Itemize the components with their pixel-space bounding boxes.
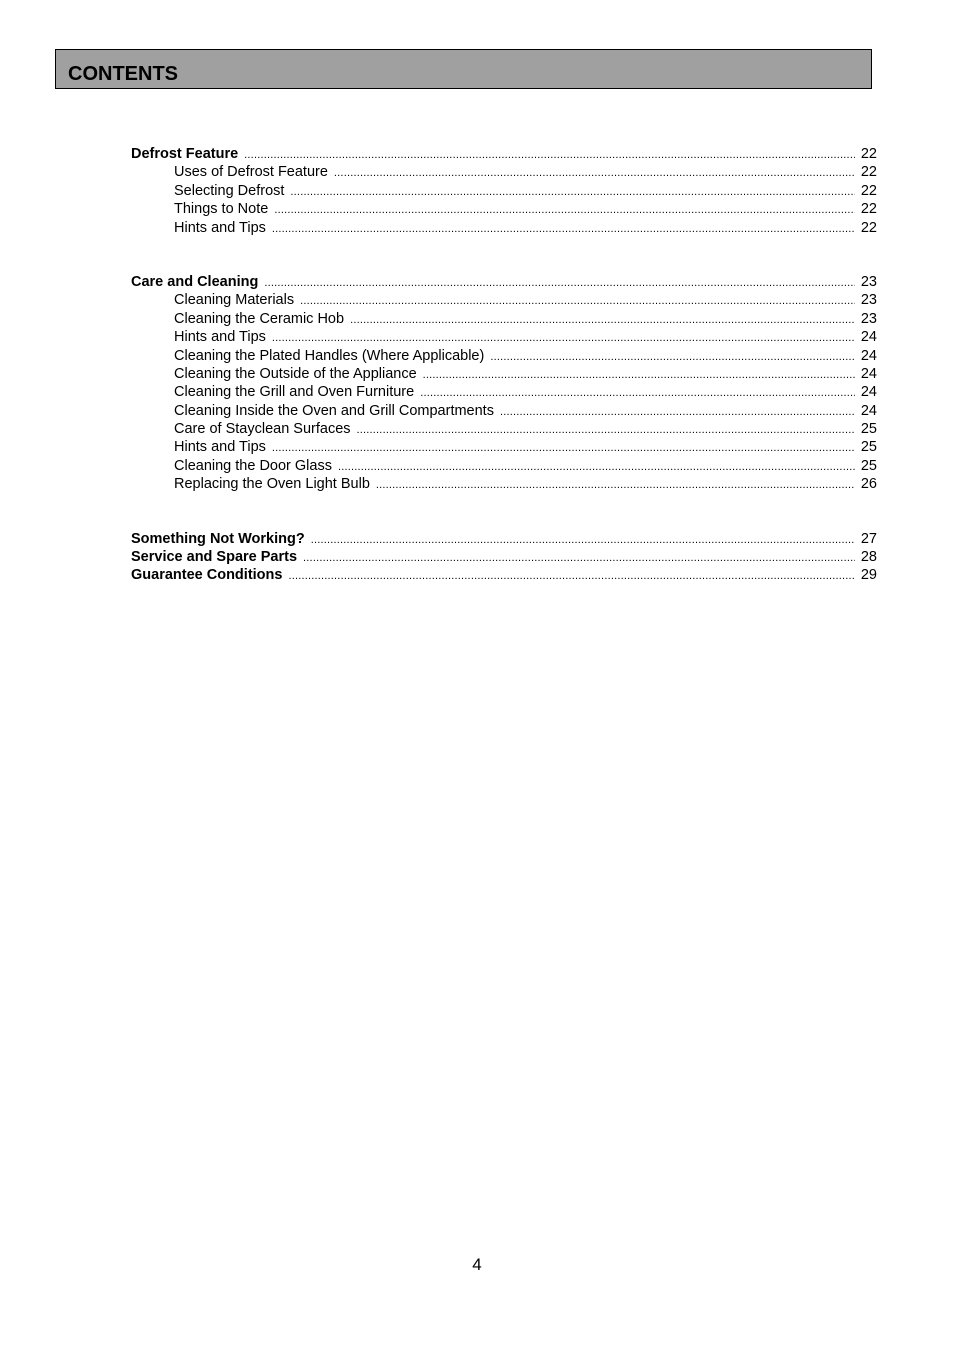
toc-subentry-title: Hints and Tips xyxy=(174,329,266,346)
contents-header-bar xyxy=(55,49,872,89)
toc-entry-title: Guarantee Conditions xyxy=(131,567,283,584)
dot-leader xyxy=(288,567,855,585)
dot-leader xyxy=(334,164,855,182)
toc-subentry-page: 24 xyxy=(860,329,877,346)
dot-leader xyxy=(338,458,855,476)
dot-leader xyxy=(300,292,855,310)
toc-subentry-page: 24 xyxy=(860,365,877,382)
toc-entry-title: Care and Cleaning xyxy=(131,273,259,290)
toc-entry[interactable] xyxy=(131,566,877,584)
dot-leader xyxy=(376,476,855,494)
toc-subentry-page: 25 xyxy=(860,457,877,474)
toc-subentry[interactable] xyxy=(131,402,877,420)
toc-subentry-page: 24 xyxy=(860,347,877,364)
toc-section-defrost-feature xyxy=(131,145,877,237)
toc-subentry-title: Replacing the Oven Light Bulb xyxy=(174,476,370,493)
toc-subentry-title: Selecting Defrost xyxy=(174,182,285,199)
toc-entry-page: 22 xyxy=(860,146,877,162)
toc-subentry-page: 22 xyxy=(860,201,877,218)
dot-leader xyxy=(423,366,855,384)
toc-subentry-title: Cleaning the Plated Handles (Where Applicable) xyxy=(174,347,485,364)
dot-leader xyxy=(274,201,855,219)
toc-subentry[interactable] xyxy=(131,291,877,309)
page-title: CONTENTS xyxy=(68,63,178,85)
toc-entry-page: 29 xyxy=(860,567,877,584)
toc-subentry[interactable] xyxy=(131,219,877,237)
toc-subentry-title: Uses of Defrost Feature xyxy=(174,164,328,181)
dot-leader xyxy=(350,311,855,329)
dot-leader xyxy=(303,549,855,567)
toc-entry[interactable] xyxy=(131,530,877,548)
toc-subentry-title: Cleaning the Outside of the Appliance xyxy=(174,365,417,382)
toc-subentry-page: 25 xyxy=(860,439,877,456)
toc-entry[interactable] xyxy=(131,145,877,163)
toc-subentry[interactable] xyxy=(131,457,877,475)
toc-subentry[interactable] xyxy=(131,420,877,438)
toc-subentry-title: Care of Stayclean Surfaces xyxy=(174,421,351,438)
toc-subentry-title: Cleaning Materials xyxy=(174,292,295,309)
toc-subentry[interactable] xyxy=(131,383,877,401)
toc-subentry-page: 23 xyxy=(860,310,877,327)
toc-section-care-and-cleaning xyxy=(131,273,877,494)
toc-entry-title: Service and Spare Parts xyxy=(131,549,298,566)
toc-subentry[interactable] xyxy=(131,163,877,181)
page-number: 4 xyxy=(472,1255,482,1274)
dot-leader xyxy=(264,274,855,292)
toc-subentry-title: Cleaning Inside the Oven and Grill Compartments xyxy=(174,402,494,419)
toc-subentry[interactable] xyxy=(131,438,877,456)
toc-subentry-page: 22 xyxy=(860,219,877,236)
dot-leader xyxy=(420,384,855,402)
toc-entry-title: Something Not Working? xyxy=(131,530,305,547)
toc-subentry-title: Hints and Tips xyxy=(174,439,266,456)
toc-subentry-page: 22 xyxy=(860,164,877,181)
dot-leader xyxy=(490,348,855,366)
dot-leader xyxy=(244,146,855,164)
dot-leader xyxy=(272,329,855,347)
toc-section-misc xyxy=(131,530,877,585)
toc-subentry-title: Cleaning the Ceramic Hob xyxy=(174,310,345,327)
dot-leader xyxy=(272,439,855,457)
toc-subentry-page: 22 xyxy=(860,182,877,199)
toc-subentry-page: 24 xyxy=(860,402,877,419)
toc-entry[interactable] xyxy=(131,548,877,566)
toc-subentry-page: 24 xyxy=(860,384,877,401)
toc-entry-page: 23 xyxy=(860,273,877,290)
toc-subentry-page: 26 xyxy=(860,476,877,493)
toc-entry-page: 28 xyxy=(860,549,877,566)
table-of-contents xyxy=(131,145,877,585)
toc-subentry-page: 23 xyxy=(860,292,877,309)
toc-subentry-title: Cleaning the Grill and Oven Furniture xyxy=(174,384,415,401)
toc-subentry[interactable] xyxy=(131,365,877,383)
dot-leader xyxy=(272,220,855,238)
toc-subentry[interactable] xyxy=(131,475,877,493)
toc-subentry-title: Things to Note xyxy=(174,201,269,218)
toc-subentry[interactable] xyxy=(131,328,877,346)
toc-subentry-page: 25 xyxy=(860,421,877,438)
toc-entry[interactable] xyxy=(131,273,877,291)
toc-entry-page: 27 xyxy=(860,530,877,547)
toc-subentry[interactable] xyxy=(131,310,877,328)
toc-subentry[interactable] xyxy=(131,347,877,365)
toc-entry-title: Defrost Feature xyxy=(131,146,239,162)
toc-subentry[interactable] xyxy=(131,200,877,218)
dot-leader xyxy=(357,421,855,439)
toc-subentry-title: Hints and Tips xyxy=(174,219,266,236)
toc-subentry[interactable] xyxy=(131,182,877,200)
dot-leader xyxy=(500,403,855,421)
toc-subentry-title: Cleaning the Door Glass xyxy=(174,457,332,474)
dot-leader xyxy=(290,183,855,201)
dot-leader xyxy=(311,531,855,549)
